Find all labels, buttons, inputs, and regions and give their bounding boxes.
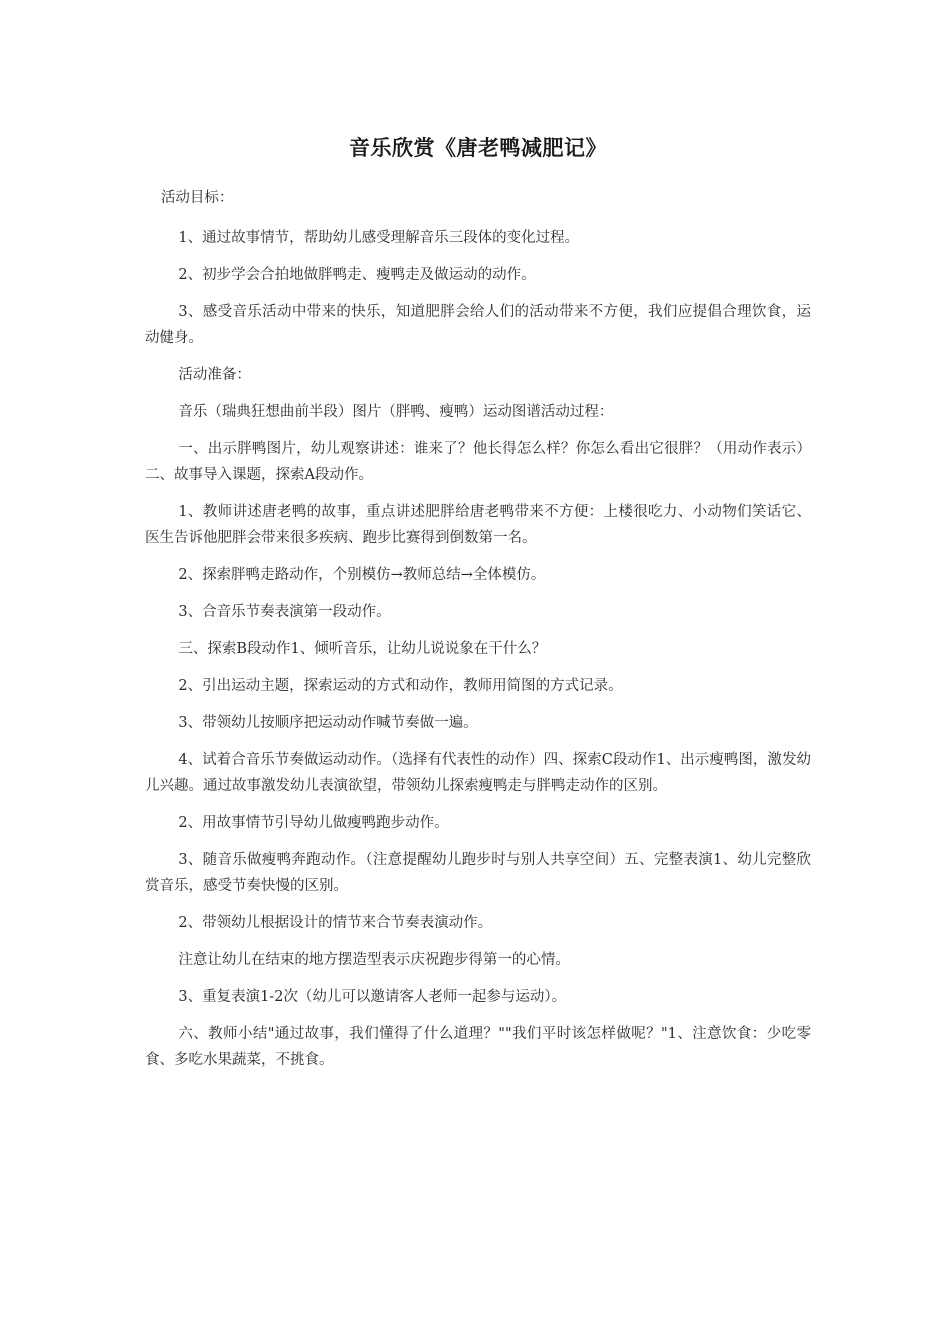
paragraph: 3、合音乐节奏表演第一段动作。 [178, 604, 391, 620]
paragraph: 4、试着合音乐节奏做运动动作。（选择有代表性的动作）四、探索C段动作1、出示瘦鸭图，激发幼儿兴趣。通过故事激发幼儿表演欲望，带领幼儿探索瘦鸭走与胖鸭走动作的区别。 [145, 752, 811, 794]
paragraph: 3、带领幼儿按顺序把运动动作喊节奏做一遍。 [178, 715, 478, 731]
paragraph: 六、教师小结"通过故事，我们懂得了什么道理？""我们平时该怎样做呢？"1、注意饮食：少吃零食、多吃水果蔬菜，不挑食。 [145, 1026, 811, 1068]
section-heading-preparation: 活动准备： [178, 367, 251, 383]
paragraph: 注意让幼儿在结束的地方摆造型表示庆祝跑步得第一的心情。 [178, 952, 570, 968]
paragraph: 2、用故事情节引导幼儿做瘦鸭跑步动作。 [178, 815, 449, 831]
paragraph: 1、教师讲述唐老鸭的故事，重点讲述肥胖给唐老鸭带来不方便：上楼很吃力、小动物们笑话它、医生告诉他肥胖会带来很多疾病、跑步比赛得到倒数第一名。 [145, 504, 811, 546]
paragraph: 2、带领幼儿根据设计的情节来合节奏表演动作。 [178, 915, 493, 931]
paragraph: 2、引出运动主题，探索运动的方式和动作，教师用简图的方式记录。 [178, 678, 623, 694]
document-page [145, 133, 811, 1084]
paragraph: 3、感受音乐活动中带来的快乐，知道肥胖会给人们的活动带来不方便，我们应提倡合理饮食，运动健身。 [145, 304, 811, 346]
paragraph: 音乐（瑞典狂想曲前半段）图片（胖鸭、瘦鸭）运动图谱活动过程： [178, 404, 614, 420]
paragraph: 3、重复表演1-2次（幼儿可以邀请客人老师一起参与运动）。 [178, 989, 567, 1005]
paragraph: 2、探索胖鸭走路动作，个别模仿→教师总结→全体模仿。 [178, 567, 546, 583]
paragraph: 三、探索B段动作1、倾听音乐，让幼儿说说象在干什么？ [178, 641, 547, 657]
section-heading-objectives: 活动目标： [160, 190, 234, 206]
paragraph: 1、通过故事情节，帮助幼儿感受理解音乐三段体的变化过程。 [178, 230, 580, 246]
paragraph: 3、随音乐做瘦鸭奔跑动作。（注意提醒幼儿跑步时与别人共享空间）五、完整表演1、幼儿完整欣赏音乐，感受节奏快慢的区别。 [145, 852, 811, 894]
document-title: 音乐欣赏《唐老鸭减肥记》 [349, 135, 607, 160]
paragraph: 一、出示胖鸭图片，幼儿观察讲述：谁来了？他长得怎么样？你怎么看出它很胖？（用动作表示）二、故事导入课题，探索A段动作。 [145, 441, 811, 483]
paragraph: 2、初步学会合拍地做胖鸭走、瘦鸭走及做运动的动作。 [178, 267, 536, 283]
